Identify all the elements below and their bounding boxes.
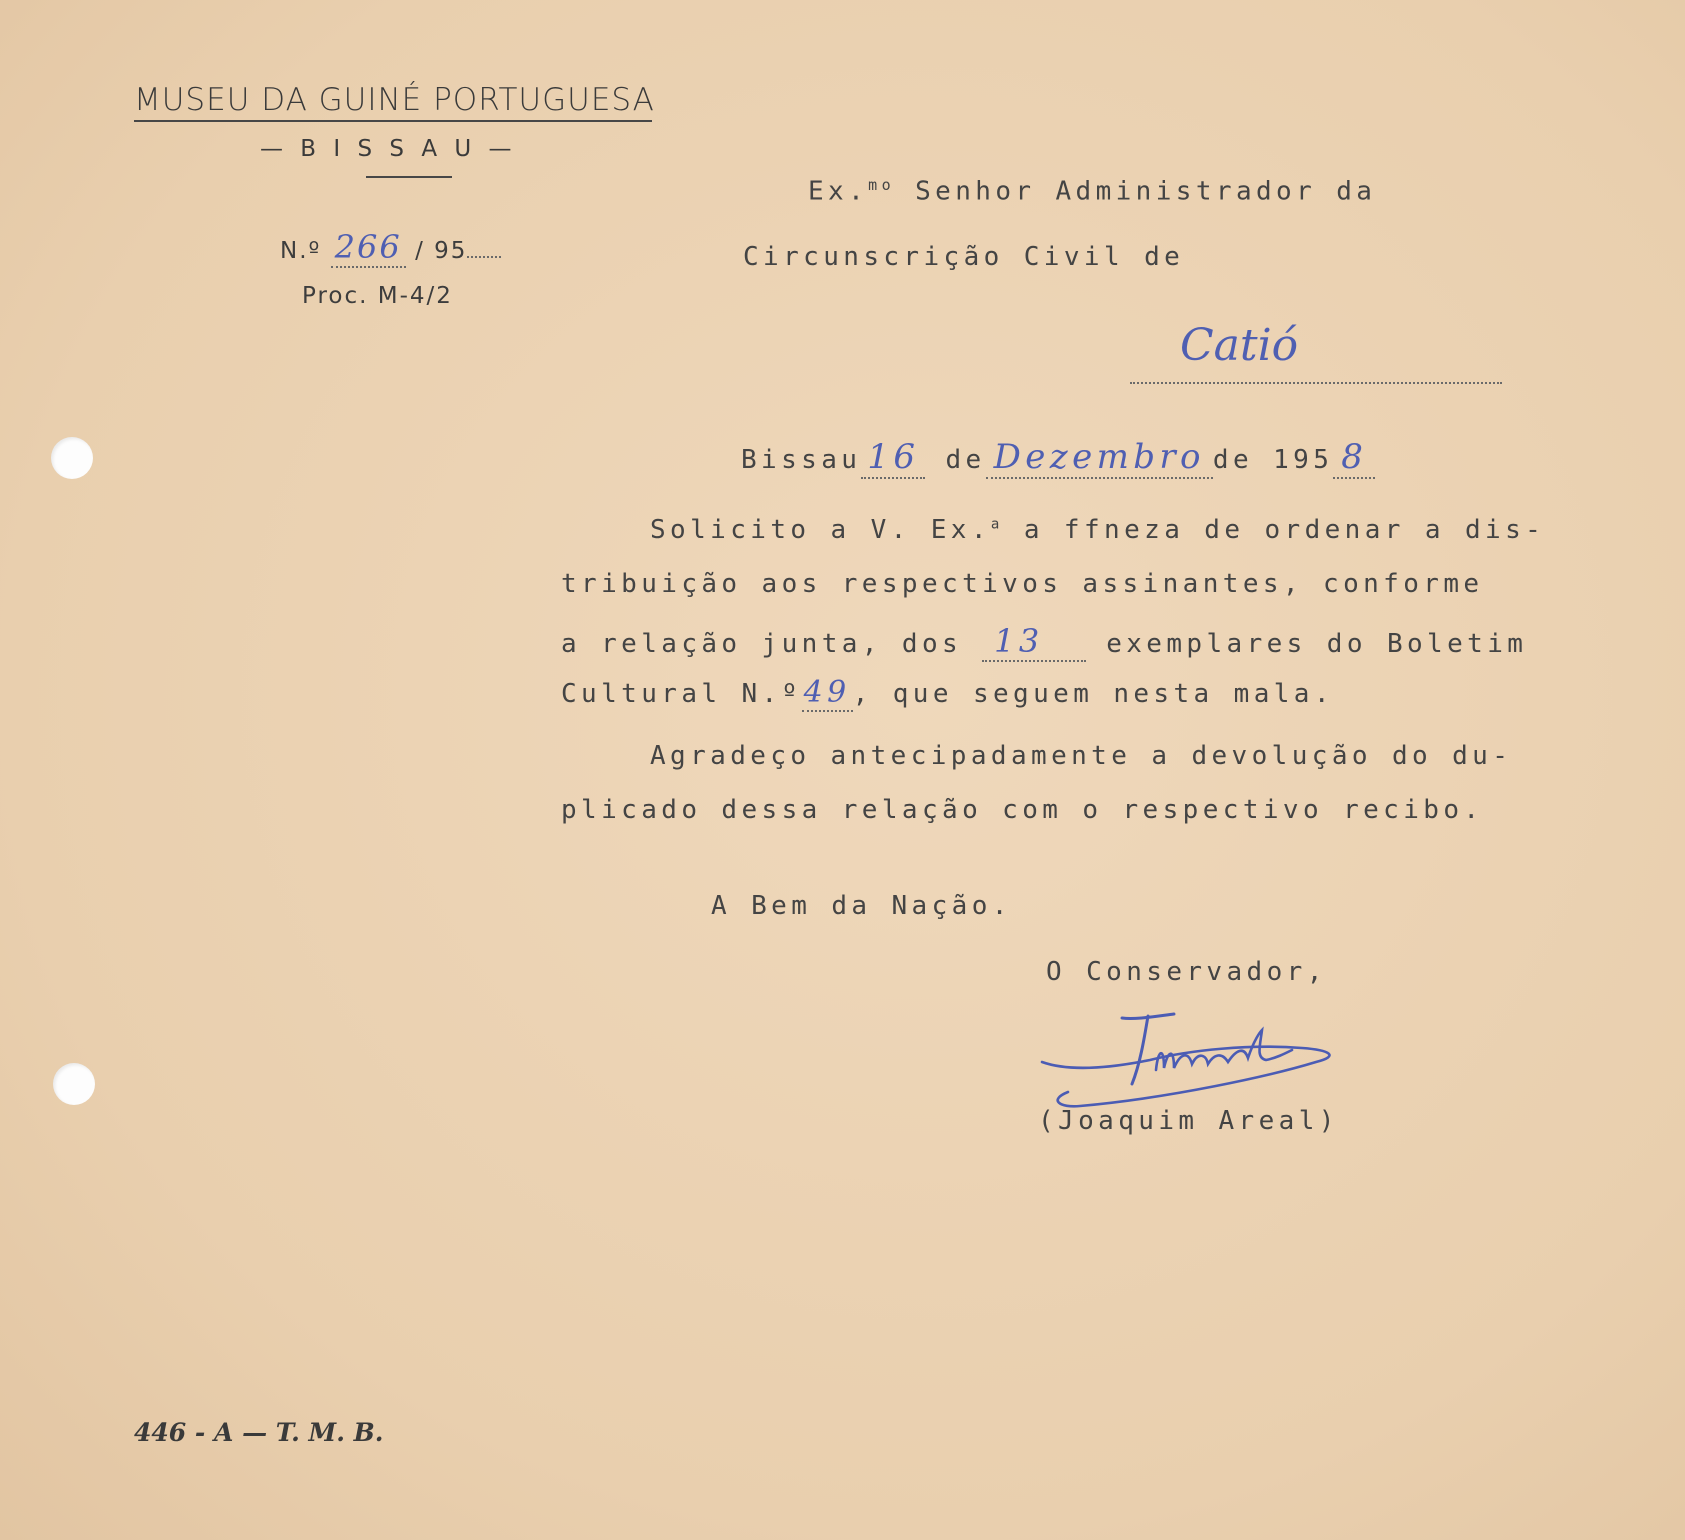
body-line-4-a: Cultural N.º [561,679,802,709]
signature [1040,1010,1370,1110]
addressee-role: Senhor Administrador da [895,176,1377,207]
reference-number-label: N.º [280,238,322,264]
date-de-1: de [945,445,986,475]
body-line-1-b: a ffneza de ordenar a dis- [1003,515,1546,545]
body-line-1 [650,515,1545,545]
date-year-prefix: 195 [1273,445,1334,475]
addressee-line-2: Circunscrição Civil de [743,242,1185,272]
body-line-6: plicado dessa relação com o respectivo recibo. [561,795,1484,825]
closing-salutation: A Bem da Nação. [711,891,1012,921]
body-line-1-a: Solicito a V. Ex. [650,515,991,545]
closing-title: O Conservador, [1046,957,1327,987]
date-month: Dezembro [993,437,1205,477]
reference-number-year: / 95 [415,238,468,264]
body-line-3-a: a relação junta, dos [561,629,963,659]
addressee-title: Ex. [808,176,869,207]
reference-number-value: 266 [334,228,402,266]
letterhead-short-rule [366,176,452,178]
body-line-3-b: exemplares do Boletim [1106,629,1528,659]
printer-imprint: 446 - A — T. M. B. [134,1418,384,1447]
institution-name: MUSEU DA GUINÉ PORTUGUESA [134,82,655,118]
body-line-2: tribuição aos respectivos assinantes, conforme [561,569,1484,599]
body-line-5: Agradeço antecipadamente a devolução do du- [650,741,1513,771]
reference-number [280,228,501,268]
process-reference: Proc. M-4/2 [302,283,453,309]
addressee-place [1130,318,1502,384]
date-year-digit: 8 [1341,437,1368,477]
date-de-2: de [1212,445,1254,475]
addressee-title-sup: mo [868,176,896,194]
punch-hole-top [51,437,93,479]
punch-hole-bottom [53,1063,95,1105]
body-line-4 [561,675,1334,712]
date-line [741,437,1375,479]
copies-count: 13 [994,622,1044,660]
letterhead-city: — B I S S A U — [260,136,517,162]
date-day: 16 [867,437,920,477]
signatory-name: (Joaquim Areal) [1038,1106,1339,1136]
body-line-3 [561,622,1527,662]
body-line-1-sup: a [990,516,1004,533]
addressee-line-1 [808,176,1376,207]
date-city: Bissau [741,445,862,475]
letterhead-rule [134,120,652,122]
addressee-place-value: Catió [1180,320,1299,371]
body-line-4-b: , que seguem nesta mala. [852,679,1334,709]
bulletin-number: 49 [803,675,851,710]
